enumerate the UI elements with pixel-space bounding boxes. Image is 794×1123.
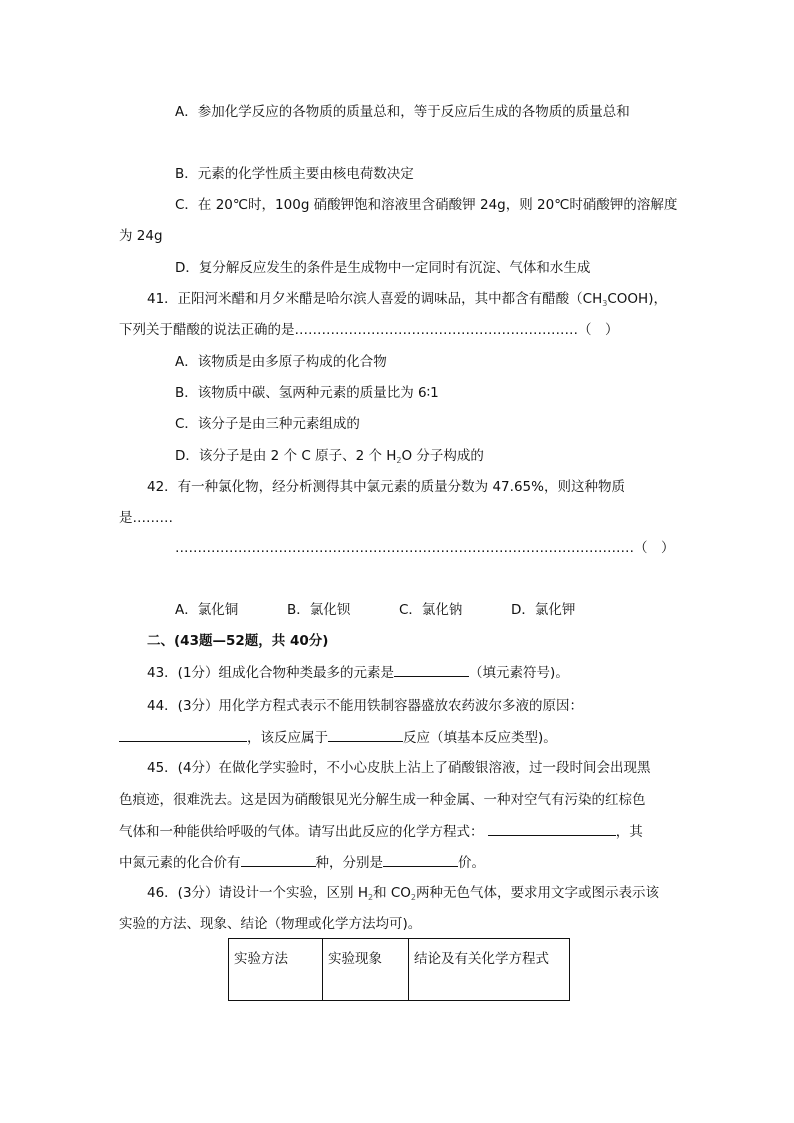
q40-option-c: C．在 20℃时，100g 硝酸钾饱和溶液里含硝酸钾 24g，则 20℃时硝酸钾的溶解度: [175, 197, 678, 213]
subscript: 2: [396, 456, 402, 465]
table-row: [229, 939, 570, 1001]
text: COOH)，: [607, 291, 667, 307]
q40-option-d: D．复分解反应发生的条件是生成物中一定同时有沉淀、气体和水生成: [175, 260, 591, 276]
q42-dots: …………………………………………………………………………………………（ ）: [175, 540, 675, 556]
q40-option-a: A．参加化学反应的各物质的质量总和，等于反应后生成的各物质的质量总和: [175, 104, 630, 120]
section-heading: 二、(43题—52题，共 40分): [147, 633, 329, 649]
q42-option-b: B．氯化钡: [287, 602, 351, 618]
subscript: 2: [410, 893, 417, 902]
text: ，其: [615, 824, 643, 840]
table-header-method[interactable]: 实验方法: [229, 939, 323, 1001]
q42-option-a: A．氯化铜: [175, 602, 239, 618]
answer-blank[interactable]: [488, 822, 616, 836]
subscript: 3: [602, 299, 608, 308]
q45-stem-2: 色痕迹，很难洗去。这是因为硝酸银见光分解生成一种金属、一种对空气有污染的红棕色: [119, 792, 646, 808]
q44-answer-line: [119, 728, 557, 747]
q41-stem: [147, 290, 667, 313]
q40-option-b: B．元素的化学性质主要由核电荷数决定: [175, 166, 414, 182]
answer-blank[interactable]: [394, 663, 469, 677]
q41-option-c: C．该分子是由三种元素组成的: [175, 416, 360, 432]
answer-blank[interactable]: [241, 853, 316, 867]
text: D．该分子是由 2 个 C 原子、2 个 H: [175, 448, 397, 464]
q46-stem-2: 实验的方法、现象、结论（物理或化学方法均可)。: [119, 916, 422, 932]
text: 中氮元素的化合价有: [119, 855, 241, 871]
text: 价。: [458, 855, 485, 871]
table-header-phenomenon[interactable]: 实验现象: [323, 939, 409, 1001]
text: 43．(1分）组成化合物种类最多的元素是: [147, 665, 395, 681]
q43: [147, 663, 569, 682]
answer-blank[interactable]: [119, 728, 247, 742]
text: ，该反应属于: [247, 730, 328, 746]
text: 反应（填基本反应类型)。: [403, 730, 557, 746]
text: 两种无色气体，要求用文字或图示表示该: [416, 885, 660, 901]
text: 46．(3分）请设计一个实验，区别 H: [147, 885, 368, 901]
q45-stem-3: [119, 822, 643, 841]
subscript: 2: [367, 893, 374, 902]
experiment-table: [228, 938, 570, 1001]
q46-stem: [147, 884, 659, 907]
text: 41．正阳河米醋和月夕米醋是哈尔滨人喜爱的调味品，其中都含有醋酸（CH: [147, 291, 603, 307]
q41-option-a: A．该物质是由多原子构成的化合物: [175, 354, 387, 370]
q42-option-c: C．氯化钠: [399, 602, 463, 618]
q41-stem-cont: 下列关于醋酸的说法正确的是………………………………………………………（ ）: [119, 322, 619, 338]
text: （填元素符号)。: [469, 665, 569, 681]
answer-blank[interactable]: [383, 853, 458, 867]
q40-option-c-cont: 为 24g: [119, 228, 163, 244]
q42-stem-cont: 是………: [119, 510, 173, 526]
q42-options: [175, 601, 575, 619]
table-header-conclusion[interactable]: 结论及有关化学方程式: [409, 939, 570, 1001]
q45-stem: 45．(4分）在做化学实验时，不小心皮肤上沾上了硝酸银溶液，过一段时间会出现黑: [147, 760, 651, 776]
q41-option-d: [175, 447, 484, 470]
text: 种，分别是: [315, 855, 383, 871]
q41-option-b: B．该物质中碳、氢两种元素的质量比为 6∶1: [175, 385, 439, 401]
text: O 分子构成的: [401, 448, 484, 464]
q42-option-d: D．氯化钾: [511, 602, 576, 618]
text: 和 CO: [373, 885, 411, 901]
text: 气体和一种能供给呼吸的气体。请写出此反应的化学方程式：: [119, 824, 484, 840]
answer-blank[interactable]: [328, 728, 403, 742]
q44-stem: 44．(3分）用化学方程式表示不能用铁制容器盛放农药波尔多液的原因：: [147, 698, 584, 714]
q45-stem-4: [119, 853, 485, 872]
q42-stem: 42．有一种氯化物，经分析测得其中氯元素的质量分数为 47.65%，则这种物质: [147, 479, 625, 495]
